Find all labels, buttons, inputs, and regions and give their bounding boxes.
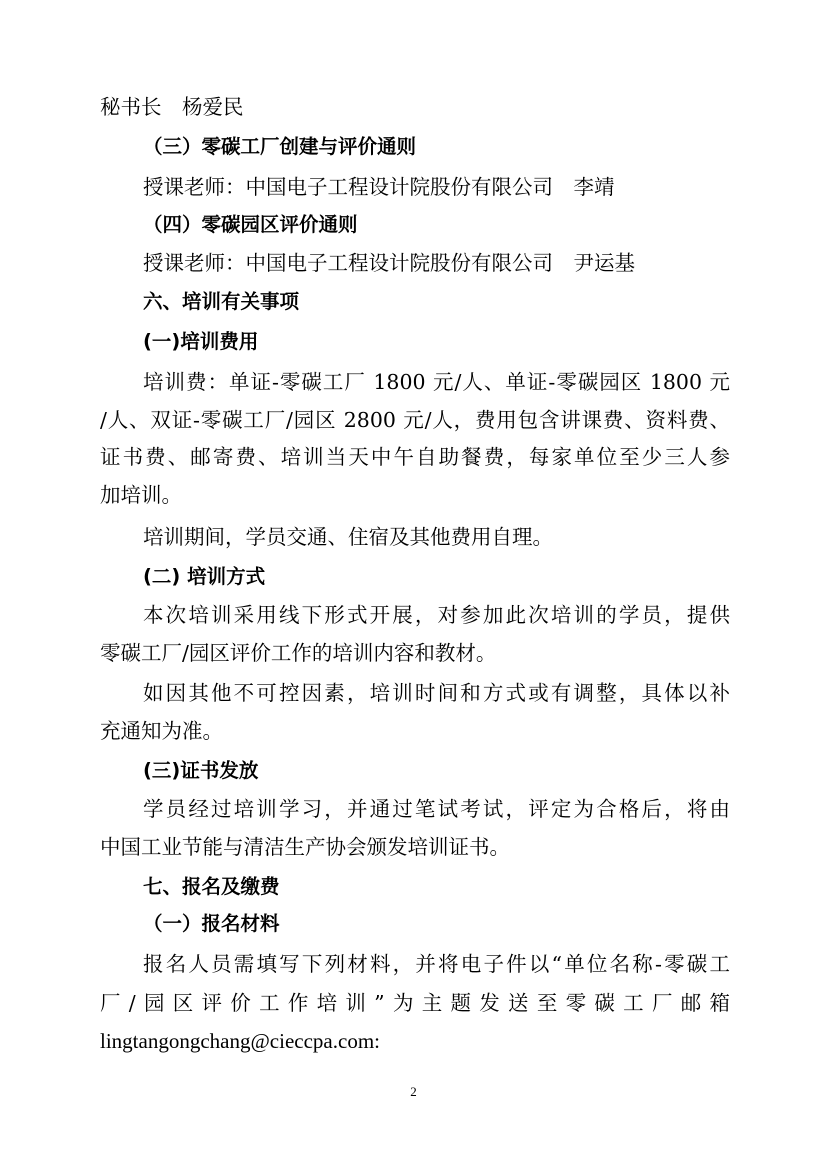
text-line-fees-4: 加培训。 bbox=[100, 483, 182, 507]
text-line-lecturer-2: 授课老师：中国电子工程设计院股份有限公司 尹运基 bbox=[143, 251, 635, 275]
text-line-expenses: 培训期间，学员交通、住宿及其他费用自理。 bbox=[143, 525, 553, 549]
section-heading-7: 七、报名及缴费 bbox=[143, 875, 280, 898]
text-line-registration-2: 厂/园区评价工作培训”为主题发送至零碳工厂邮箱 bbox=[100, 991, 730, 1015]
page-number: 2 bbox=[410, 1084, 417, 1099]
text-line-registration-1: 报名人员需填写下列材料，并将电子件以“单位名称-零碳工 bbox=[143, 952, 730, 976]
text-line-fees-3: 证书费、邮寄费、培训当天中午自助餐费，每家单位至少三人参 bbox=[100, 445, 730, 469]
text-line-adjust-1: 如因其他不可控因素，培训时间和方式或有调整，具体以补 bbox=[143, 681, 730, 705]
subheading-registration-materials: （一）报名材料 bbox=[143, 912, 280, 935]
section-heading-6: 六、培训有关事项 bbox=[143, 290, 300, 313]
text-line-adjust-2: 充通知为准。 bbox=[100, 719, 223, 743]
subheading-training-method: (二) 培训方式 bbox=[143, 565, 266, 588]
text-line-certificate-1: 学员经过培训学习，并通过笔试考试，评定为合格后，将由 bbox=[143, 797, 730, 821]
text-line-fees-2: /人、双证-零碳工厂/园区 2800 元/人，费用包含讲课费、资料费、 bbox=[100, 408, 730, 432]
text-line-secretary-general: 秘书长 杨爱民 bbox=[100, 95, 244, 119]
text-line-lecturer-1: 授课老师：中国电子工程设计院股份有限公司 李靖 bbox=[143, 175, 615, 199]
email-address: lingtangongchang@cieccpa.com: bbox=[100, 1029, 380, 1053]
subheading-fees: (一)培训费用 bbox=[143, 330, 259, 353]
text-line-method-2: 零碳工厂/园区评价工作的培训内容和教材。 bbox=[100, 641, 497, 665]
text-line-method-1: 本次培训采用线下形式开展，对参加此次培训的学员，提供 bbox=[143, 603, 730, 627]
text-line-certificate-2: 中国工业节能与清洁生产协会颁发培训证书。 bbox=[100, 835, 510, 859]
text-line-fees-1: 培训费：单证-零碳工厂 1800 元/人、单证-零碳园区 1800 元 bbox=[143, 370, 730, 394]
subheading-certificate: (三)证书发放 bbox=[143, 759, 259, 782]
subheading-zero-carbon-factory: （三）零碳工厂创建与评价通则 bbox=[143, 135, 417, 158]
subheading-zero-carbon-park: （四）零碳园区评价通则 bbox=[143, 213, 358, 236]
